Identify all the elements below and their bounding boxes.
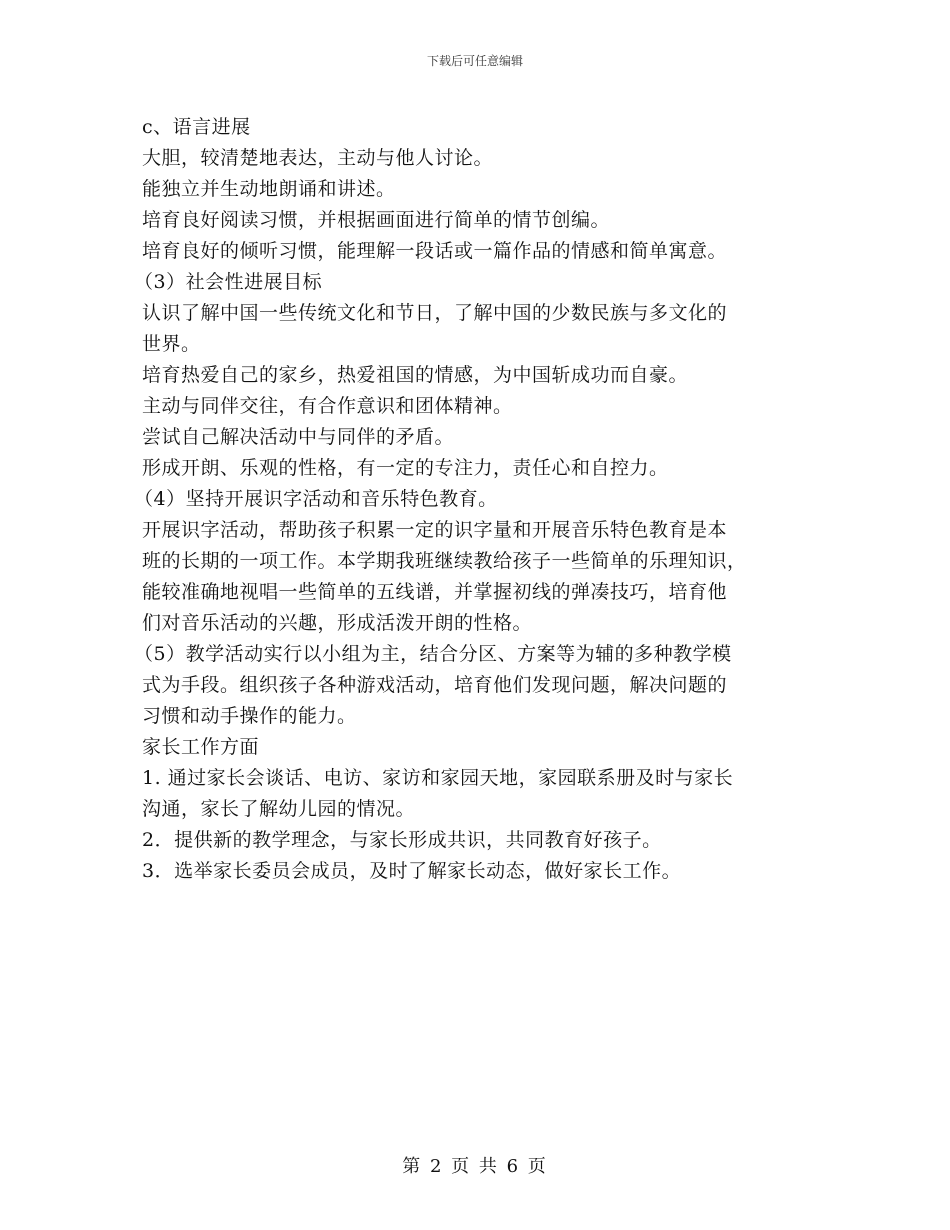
paragraph-line: 主动与同伴交往，有合作意识和团体精神。 xyxy=(142,395,513,417)
paragraph-line: 能较准确地视唱一些简单的五线谱，并掌握初线的弹凑技巧，培育他 xyxy=(142,581,728,603)
paragraph-line: 培育良好阅读习惯，并根据画面进行简单的情节创编。 xyxy=(142,209,611,231)
subheading-social: （3）社会性进展目标 xyxy=(134,271,323,293)
paragraph-line: 培育热爱自己的家乡，热爱祖国的情感，为中国斩成功而自豪。 xyxy=(142,364,689,386)
subheading-parent-work: 家长工作方面 xyxy=(142,736,260,758)
subheading-literacy-music: （4）坚持开展识字活动和音乐特色教育。 xyxy=(134,488,498,510)
paragraph-line: 班的长期的一项工作。本学期我班继续教给孩子一些简单的乐理知识， xyxy=(142,550,747,572)
paragraph-line: 式为手段。组织孩子各种游戏活动，培育他们发现问题，解决问题的 xyxy=(142,674,728,696)
subheading-language: c、语言进展 xyxy=(142,116,251,138)
subheading-teaching-mode: （5）教学活动实行以小组为主，结合分区、方案等为辅的多种教学模 xyxy=(134,643,732,665)
paragraph-line: 们对音乐活动的兴趣，形成活泼开朗的性格。 xyxy=(142,612,533,634)
list-item: 1. 通过家长会谈话、电访、家访和家园天地，家园联系册及时与家长 xyxy=(142,767,734,789)
paragraph-line: 习惯和动手操作的能力。 xyxy=(142,705,357,727)
paragraph-line: 认识了解中国一些传统文化和节日，了解中国的少数民族与多文化的 xyxy=(142,302,728,324)
paragraph-line: 能独立并生动地朗诵和讲述。 xyxy=(142,178,396,200)
paragraph-line: 尝试自己解决活动中与同伴的矛盾。 xyxy=(142,426,455,448)
paragraph-line: 培育良好的倾听习惯，能理解一段话或一篇作品的情感和简单寓意。 xyxy=(142,240,728,262)
paragraph-line: 世界。 xyxy=(142,333,201,355)
list-item: 2．提供新的教学理念，与家长形成共识，共同教育好孩子。 xyxy=(142,829,662,851)
paragraph-line: 大胆，较清楚地表达，主动与他人讨论。 xyxy=(142,147,494,169)
paragraph-line: 形成开朗、乐观的性格，有一定的专注力，责任心和自控力。 xyxy=(142,457,669,479)
page-header: 下载后可任意编辑 xyxy=(426,54,523,68)
page-number-footer: 第 2 页 共 6 页 xyxy=(402,1156,548,1177)
list-item-continuation: 沟通，家长了解幼儿园的情况。 xyxy=(142,798,416,820)
list-item: 3．选举家长委员会成员，及时了解家长动态，做好家长工作。 xyxy=(142,860,682,882)
paragraph-line: 开展识字活动，帮助孩子积累一定的识字量和开展音乐特色教育是本 xyxy=(142,519,728,541)
document-body xyxy=(134,112,822,887)
